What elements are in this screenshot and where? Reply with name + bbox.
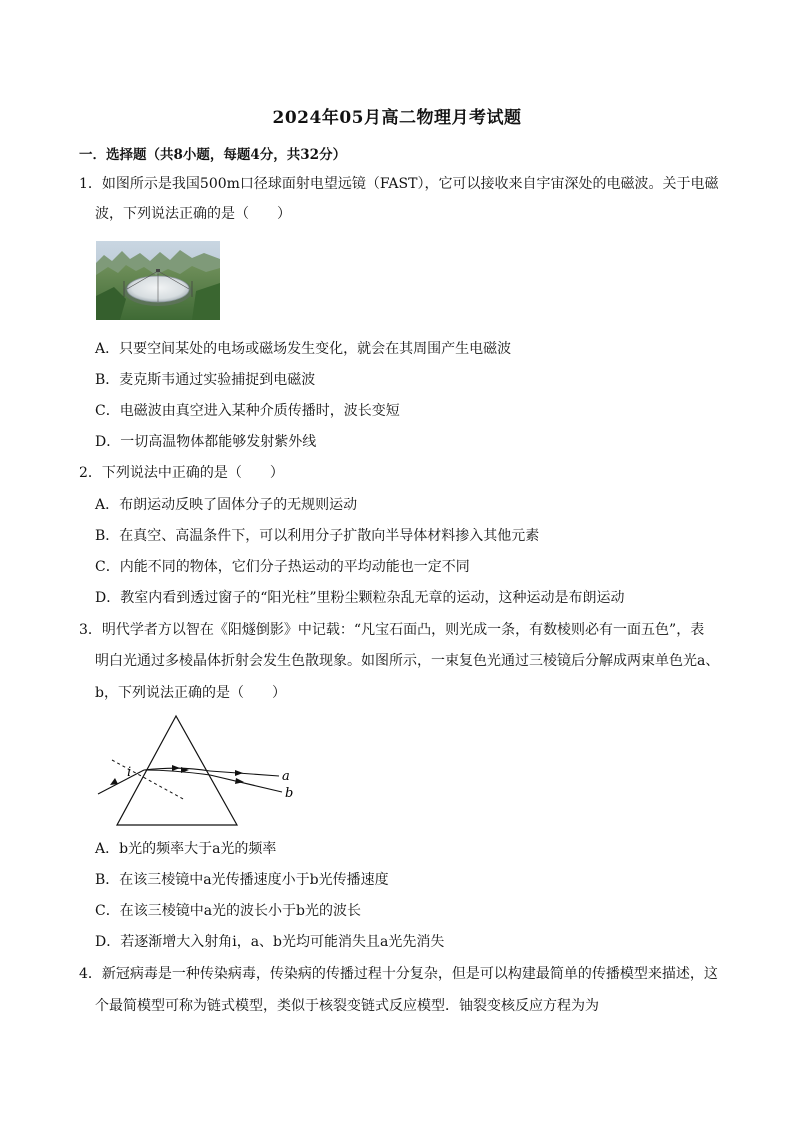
question-1-option-a: A．只要空间某处的电场或磁场发生变化，就会在其周围产生电磁波 [95,341,512,357]
question-1-line-2: 波，下列说法正确的是（ ） [95,206,291,222]
question-2-option-a: A．布朗运动反映了固体分子的无规则运动 [95,497,358,513]
angle-i-label: i [127,765,132,780]
prism-diagram [92,712,307,830]
question-4-line-2: 个最简模型可称为链式模型，类似于核裂变链式反应模型．铀裂变核反应方程为为 [95,998,599,1014]
prism-outline [117,716,237,825]
page-title: 2024年05月高二物理月考试题 [272,108,522,128]
fast-telescope-photo [96,241,220,320]
section-heading: 一．选择题（共8小题，每题4分，共32分） [79,147,347,163]
question-3-line-1: 3．明代学者方以智在《阳燧倒影》中记载：“凡宝石面凸，则光成一条，有数棱则必有一面五色”，表 [79,622,705,638]
question-1-option-c: C．电磁波由真空进入某种介质传播时，波长变短 [95,403,400,419]
question-3-line-2: 明白光通过多棱晶体折射会发生色散现象。如图所示，一束复色光通过三棱镜后分解成两束单色光a、 [95,653,720,669]
question-3-option-a: A．b光的频率大于a光的频率 [95,841,277,857]
question-1-option-d: D．一切高温物体都能够发射紫外线 [95,434,317,450]
question-4-line-1: 4．新冠病毒是一种传染病毒，传染病的传播过程十分复杂，但是可以构建最简单的传播模型来描述，这 [79,966,718,982]
incident-ray [98,770,144,794]
ray-b [210,775,282,792]
question-3-option-c: C．在该三棱镜中a光的波长小于b光的波长 [95,903,362,919]
question-1-option-b: B．麦克斯韦通过实验捕捉到电磁波 [95,372,316,388]
ray-a-label: a [282,769,290,784]
question-3-option-d: D．若逐渐增大入射角i，a、b光均可能消失且a光先消失 [95,934,445,950]
question-2-option-b: B．在真空、高温条件下，可以利用分子扩散向半导体材料掺入其他元素 [95,528,540,544]
question-2-option-d: D．教室内看到透过窗子的“阳光柱”里粉尘颗粒杂乱无章的运动，这种运动是布朗运动 [95,590,625,606]
inside-ray-b [144,770,210,775]
question-3-option-b: B．在该三棱镜中a光传播速度小于b光传播速度 [95,872,389,888]
question-2-option-c: C．内能不同的物体，它们分子热运动的平均动能也一定不同 [95,559,470,575]
question-3-line-3: b，下列说法正确的是（ ） [95,685,286,701]
question-1-line-1: 1．如图所示是我国500m口径球面射电望远镜（FAST），它可以接收来自宇宙深处的电磁波。关于电磁 [79,176,719,192]
question-2-line-1: 2．下列说法中正确的是（ ） [79,465,284,481]
ray-a [210,771,279,776]
incident-arrow [110,778,118,785]
ray-b-label: b [285,786,294,801]
